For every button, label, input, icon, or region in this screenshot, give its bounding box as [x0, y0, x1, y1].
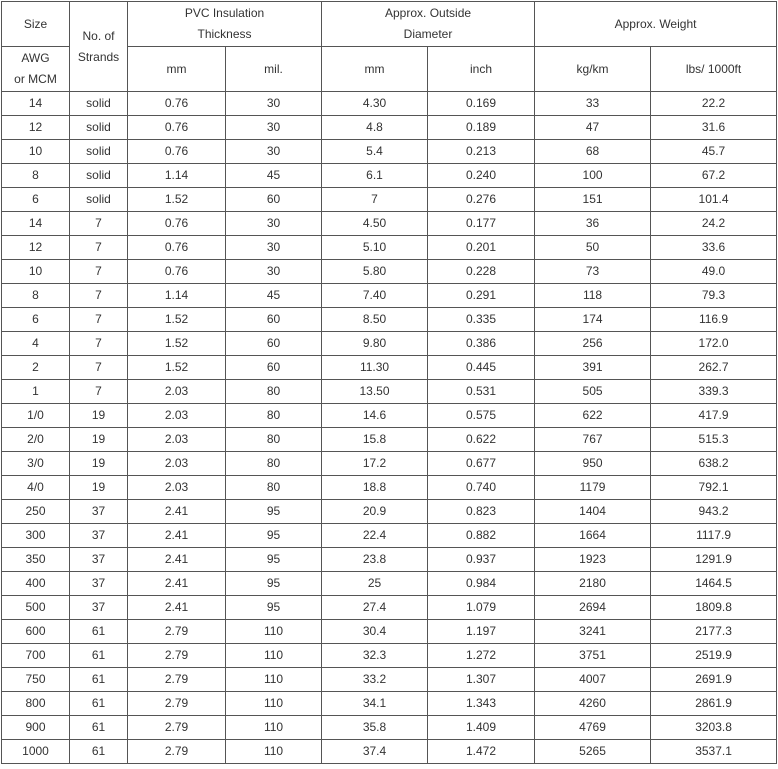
table-row [2, 356, 777, 380]
cell-weight-lbs: 2691.9 [651, 668, 777, 692]
cell-od-mm: 5.80 [322, 260, 428, 284]
cell-weight-lbs: 116.9 [651, 308, 777, 332]
cell-od-inch: 0.531 [428, 380, 535, 404]
table-row [2, 692, 777, 716]
table-row [2, 716, 777, 740]
cell-ins-mm: 2.03 [128, 452, 226, 476]
cell-weight-kgkm: 622 [535, 404, 651, 428]
cell-ins-mil: 110 [226, 716, 322, 740]
cell-weight-lbs: 1809.8 [651, 596, 777, 620]
header-strands [70, 2, 128, 92]
cell-od-mm: 7.40 [322, 284, 428, 308]
cell-ins-mm: 1.52 [128, 356, 226, 380]
cell-od-inch: 0.882 [428, 524, 535, 548]
cell-size: 2/0 [2, 428, 70, 452]
cell-strands: 7 [70, 284, 128, 308]
cell-strands: 37 [70, 500, 128, 524]
cell-od-mm: 8.50 [322, 308, 428, 332]
cell-strands: 7 [70, 308, 128, 332]
table-row [2, 212, 777, 236]
cell-od-mm: 23.8 [322, 548, 428, 572]
cell-weight-kgkm: 68 [535, 140, 651, 164]
cell-size: 3/0 [2, 452, 70, 476]
table-row [2, 164, 777, 188]
cell-weight-lbs: 638.2 [651, 452, 777, 476]
cell-size: 6 [2, 188, 70, 212]
table-row [2, 452, 777, 476]
cell-ins-mm: 2.03 [128, 428, 226, 452]
cell-ins-mm: 1.52 [128, 332, 226, 356]
cell-ins-mil: 30 [226, 212, 322, 236]
cell-ins-mm: 1.14 [128, 284, 226, 308]
cell-ins-mil: 60 [226, 332, 322, 356]
cell-size: 900 [2, 716, 70, 740]
cell-weight-lbs: 2177.3 [651, 620, 777, 644]
cell-od-mm: 20.9 [322, 500, 428, 524]
cell-od-mm: 4.8 [322, 116, 428, 140]
cell-ins-mil: 60 [226, 356, 322, 380]
cell-ins-mm: 2.03 [128, 404, 226, 428]
cell-size: 8 [2, 284, 70, 308]
cell-od-inch: 0.189 [428, 116, 535, 140]
cell-weight-lbs: 24.2 [651, 212, 777, 236]
cell-weight-kgkm: 50 [535, 236, 651, 260]
cell-size: 10 [2, 260, 70, 284]
cell-size: 350 [2, 548, 70, 572]
cell-weight-kgkm: 2694 [535, 596, 651, 620]
cell-weight-kgkm: 391 [535, 356, 651, 380]
cell-od-mm: 25 [322, 572, 428, 596]
header-kgkm: kg/km [535, 47, 651, 92]
cell-ins-mil: 30 [226, 260, 322, 284]
cell-ins-mil: 30 [226, 236, 322, 260]
cell-weight-kgkm: 100 [535, 164, 651, 188]
cell-ins-mil: 45 [226, 284, 322, 308]
cell-ins-mil: 45 [226, 164, 322, 188]
header-row-top [2, 2, 777, 47]
cell-ins-mm: 2.41 [128, 572, 226, 596]
cell-ins-mm: 2.79 [128, 668, 226, 692]
table-row [2, 236, 777, 260]
cell-od-inch: 0.291 [428, 284, 535, 308]
cell-weight-lbs: 792.1 [651, 476, 777, 500]
table-row [2, 548, 777, 572]
cell-od-inch: 0.622 [428, 428, 535, 452]
cell-strands: 19 [70, 404, 128, 428]
cell-size: 14 [2, 212, 70, 236]
cell-od-inch: 0.740 [428, 476, 535, 500]
cable-spec-table [1, 1, 777, 764]
cell-od-mm: 32.3 [322, 644, 428, 668]
table-row [2, 188, 777, 212]
cell-ins-mil: 95 [226, 500, 322, 524]
table-row [2, 500, 777, 524]
cell-strands: 61 [70, 692, 128, 716]
cell-od-mm: 5.10 [322, 236, 428, 260]
cell-weight-kgkm: 1923 [535, 548, 651, 572]
cell-ins-mm: 2.41 [128, 500, 226, 524]
cell-od-mm: 27.4 [322, 596, 428, 620]
cell-weight-lbs: 49.0 [651, 260, 777, 284]
cell-ins-mil: 95 [226, 548, 322, 572]
header-outside-text: Approx. Outside Diameter [385, 6, 472, 41]
cell-strands: 37 [70, 524, 128, 548]
cell-size: 600 [2, 620, 70, 644]
cell-weight-lbs: 1291.9 [651, 548, 777, 572]
cell-strands: 19 [70, 452, 128, 476]
cell-weight-lbs: 172.0 [651, 332, 777, 356]
header-insulation [128, 2, 322, 47]
cell-weight-lbs: 2519.9 [651, 644, 777, 668]
cell-od-mm: 37.4 [322, 740, 428, 764]
cell-strands: 61 [70, 668, 128, 692]
cell-weight-lbs: 33.6 [651, 236, 777, 260]
cell-ins-mil: 110 [226, 692, 322, 716]
cell-size: 1000 [2, 740, 70, 764]
cell-size: 12 [2, 236, 70, 260]
cell-weight-lbs: 67.2 [651, 164, 777, 188]
cell-weight-kgkm: 151 [535, 188, 651, 212]
table-row [2, 404, 777, 428]
header-weight: Approx. Weight [535, 2, 777, 47]
cell-strands: 7 [70, 260, 128, 284]
cell-strands: solid [70, 188, 128, 212]
cell-weight-kgkm: 5265 [535, 740, 651, 764]
cell-size: 8 [2, 164, 70, 188]
table-row [2, 92, 777, 116]
cell-od-inch: 1.472 [428, 740, 535, 764]
cell-od-inch: 0.823 [428, 500, 535, 524]
header-lbs: lbs/ 1000ft [651, 47, 777, 92]
cell-ins-mil: 60 [226, 188, 322, 212]
cell-strands: 37 [70, 548, 128, 572]
cell-size: 250 [2, 500, 70, 524]
cell-ins-mm: 0.76 [128, 140, 226, 164]
cell-size: 700 [2, 644, 70, 668]
cell-od-inch: 0.201 [428, 236, 535, 260]
cell-od-inch: 0.445 [428, 356, 535, 380]
table-row [2, 524, 777, 548]
cell-weight-lbs: 22.2 [651, 92, 777, 116]
table-row [2, 140, 777, 164]
cell-weight-lbs: 515.3 [651, 428, 777, 452]
cell-size: 300 [2, 524, 70, 548]
cell-weight-kgkm: 767 [535, 428, 651, 452]
cell-weight-lbs: 2861.9 [651, 692, 777, 716]
cell-ins-mm: 0.76 [128, 116, 226, 140]
cell-ins-mil: 80 [226, 428, 322, 452]
cell-od-inch: 1.197 [428, 620, 535, 644]
cell-weight-kgkm: 1664 [535, 524, 651, 548]
cell-strands: solid [70, 92, 128, 116]
cell-weight-kgkm: 950 [535, 452, 651, 476]
cell-weight-lbs: 45.7 [651, 140, 777, 164]
cell-strands: solid [70, 116, 128, 140]
cell-od-mm: 5.4 [322, 140, 428, 164]
cell-od-mm: 33.2 [322, 668, 428, 692]
cell-ins-mm: 1.52 [128, 188, 226, 212]
cell-ins-mm: 0.76 [128, 212, 226, 236]
cell-od-mm: 15.8 [322, 428, 428, 452]
cell-size: 10 [2, 140, 70, 164]
cell-ins-mil: 80 [226, 404, 322, 428]
cell-size: 750 [2, 668, 70, 692]
cell-ins-mm: 2.41 [128, 548, 226, 572]
cell-size: 1/0 [2, 404, 70, 428]
cell-ins-mm: 2.41 [128, 524, 226, 548]
header-ins-mm: mm [128, 47, 226, 92]
cell-size: 12 [2, 116, 70, 140]
cell-od-inch: 1.343 [428, 692, 535, 716]
cell-strands: 7 [70, 212, 128, 236]
cell-od-inch: 0.276 [428, 188, 535, 212]
cell-ins-mil: 95 [226, 596, 322, 620]
cell-ins-mil: 110 [226, 644, 322, 668]
cell-weight-kgkm: 3751 [535, 644, 651, 668]
cell-ins-mm: 2.79 [128, 716, 226, 740]
cell-ins-mil: 30 [226, 116, 322, 140]
cell-od-mm: 34.1 [322, 692, 428, 716]
cell-od-mm: 35.8 [322, 716, 428, 740]
cell-ins-mm: 2.03 [128, 476, 226, 500]
header-awg [2, 47, 70, 92]
cell-strands: 61 [70, 716, 128, 740]
cell-od-mm: 14.6 [322, 404, 428, 428]
cell-od-mm: 18.8 [322, 476, 428, 500]
header-size: Size [2, 2, 70, 47]
table-row [2, 332, 777, 356]
cell-strands: solid [70, 164, 128, 188]
table-row [2, 308, 777, 332]
cell-weight-lbs: 101.4 [651, 188, 777, 212]
cell-weight-kgkm: 174 [535, 308, 651, 332]
table-row [2, 428, 777, 452]
cell-weight-kgkm: 256 [535, 332, 651, 356]
cell-weight-kgkm: 36 [535, 212, 651, 236]
table-row [2, 476, 777, 500]
cell-ins-mm: 2.79 [128, 692, 226, 716]
cell-ins-mm: 2.03 [128, 380, 226, 404]
cell-strands: 61 [70, 620, 128, 644]
cell-ins-mil: 110 [226, 620, 322, 644]
cell-ins-mil: 110 [226, 740, 322, 764]
cell-ins-mm: 2.79 [128, 644, 226, 668]
cell-weight-lbs: 943.2 [651, 500, 777, 524]
table-row [2, 260, 777, 284]
cell-strands: 7 [70, 332, 128, 356]
cell-od-inch: 0.228 [428, 260, 535, 284]
cell-weight-lbs: 417.9 [651, 404, 777, 428]
cell-ins-mil: 30 [226, 140, 322, 164]
cell-weight-kgkm: 2180 [535, 572, 651, 596]
header-insulation-text: PVC Insulation Thickness [184, 6, 265, 41]
cell-weight-kgkm: 73 [535, 260, 651, 284]
cell-size: 14 [2, 92, 70, 116]
cell-ins-mil: 80 [226, 452, 322, 476]
cell-size: 2 [2, 356, 70, 380]
cell-weight-lbs: 262.7 [651, 356, 777, 380]
cell-od-inch: 0.937 [428, 548, 535, 572]
table-row [2, 116, 777, 140]
header-od-mm: mm [322, 47, 428, 92]
cell-od-inch: 0.177 [428, 212, 535, 236]
cell-weight-kgkm: 4007 [535, 668, 651, 692]
table-body [2, 92, 777, 764]
cell-od-inch: 0.575 [428, 404, 535, 428]
table-row [2, 740, 777, 764]
cell-ins-mil: 95 [226, 524, 322, 548]
cell-ins-mm: 2.79 [128, 620, 226, 644]
cell-strands: 37 [70, 596, 128, 620]
cell-strands: 19 [70, 476, 128, 500]
cell-od-inch: 0.335 [428, 308, 535, 332]
cell-weight-lbs: 3203.8 [651, 716, 777, 740]
cell-od-inch: 0.213 [428, 140, 535, 164]
cell-weight-lbs: 339.3 [651, 380, 777, 404]
cell-weight-lbs: 79.3 [651, 284, 777, 308]
cell-weight-kgkm: 4769 [535, 716, 651, 740]
cell-ins-mil: 60 [226, 308, 322, 332]
cell-size: 4 [2, 332, 70, 356]
cell-strands: 19 [70, 428, 128, 452]
cell-ins-mil: 80 [226, 476, 322, 500]
cell-od-mm: 13.50 [322, 380, 428, 404]
cell-weight-kgkm: 505 [535, 380, 651, 404]
cell-od-mm: 11.30 [322, 356, 428, 380]
cell-ins-mm: 2.79 [128, 740, 226, 764]
cell-size: 500 [2, 596, 70, 620]
cell-od-mm: 30.4 [322, 620, 428, 644]
cell-od-mm: 6.1 [322, 164, 428, 188]
cell-ins-mm: 0.76 [128, 236, 226, 260]
cell-strands: solid [70, 140, 128, 164]
cell-od-inch: 0.240 [428, 164, 535, 188]
cell-strands: 7 [70, 356, 128, 380]
cell-weight-kgkm: 118 [535, 284, 651, 308]
table-row [2, 380, 777, 404]
cell-od-inch: 0.169 [428, 92, 535, 116]
header-awg-text: AWG or MCM [14, 51, 57, 86]
table-row [2, 644, 777, 668]
cell-od-inch: 0.677 [428, 452, 535, 476]
cell-weight-kgkm: 1404 [535, 500, 651, 524]
table-row [2, 596, 777, 620]
header-od-inch: inch [428, 47, 535, 92]
cell-strands: 61 [70, 644, 128, 668]
cell-od-inch: 0.984 [428, 572, 535, 596]
cell-size: 800 [2, 692, 70, 716]
cell-strands: 7 [70, 236, 128, 260]
cell-strands: 61 [70, 740, 128, 764]
cell-od-inch: 0.386 [428, 332, 535, 356]
table-row [2, 572, 777, 596]
cell-ins-mil: 110 [226, 668, 322, 692]
cell-ins-mil: 30 [226, 92, 322, 116]
table-row [2, 284, 777, 308]
cell-ins-mm: 2.41 [128, 596, 226, 620]
header-ins-mil: mil. [226, 47, 322, 92]
cell-od-mm: 4.50 [322, 212, 428, 236]
cell-weight-lbs: 3537.1 [651, 740, 777, 764]
cell-ins-mm: 1.14 [128, 164, 226, 188]
cell-size: 6 [2, 308, 70, 332]
cell-ins-mil: 80 [226, 380, 322, 404]
cell-od-inch: 1.409 [428, 716, 535, 740]
cell-od-inch: 1.272 [428, 644, 535, 668]
cell-od-mm: 4.30 [322, 92, 428, 116]
cell-weight-kgkm: 33 [535, 92, 651, 116]
header-outside-diameter [322, 2, 535, 47]
cell-ins-mm: 0.76 [128, 92, 226, 116]
table-row [2, 620, 777, 644]
cell-od-inch: 1.307 [428, 668, 535, 692]
cell-od-mm: 22.4 [322, 524, 428, 548]
cell-size: 4/0 [2, 476, 70, 500]
cell-ins-mil: 95 [226, 572, 322, 596]
cell-od-mm: 7 [322, 188, 428, 212]
cell-ins-mm: 0.76 [128, 260, 226, 284]
cell-weight-lbs: 31.6 [651, 116, 777, 140]
cell-strands: 37 [70, 572, 128, 596]
cell-weight-kgkm: 1179 [535, 476, 651, 500]
cell-weight-kgkm: 47 [535, 116, 651, 140]
cell-strands: 7 [70, 380, 128, 404]
cell-weight-kgkm: 4260 [535, 692, 651, 716]
cell-od-mm: 17.2 [322, 452, 428, 476]
cell-size: 1 [2, 380, 70, 404]
cell-od-inch: 1.079 [428, 596, 535, 620]
header-strands-text: No. of Strands [77, 28, 120, 64]
cell-weight-lbs: 1464.5 [651, 572, 777, 596]
cell-ins-mm: 1.52 [128, 308, 226, 332]
cell-weight-kgkm: 3241 [535, 620, 651, 644]
table-row [2, 668, 777, 692]
cell-weight-lbs: 1117.9 [651, 524, 777, 548]
cell-od-mm: 9.80 [322, 332, 428, 356]
cell-size: 400 [2, 572, 70, 596]
